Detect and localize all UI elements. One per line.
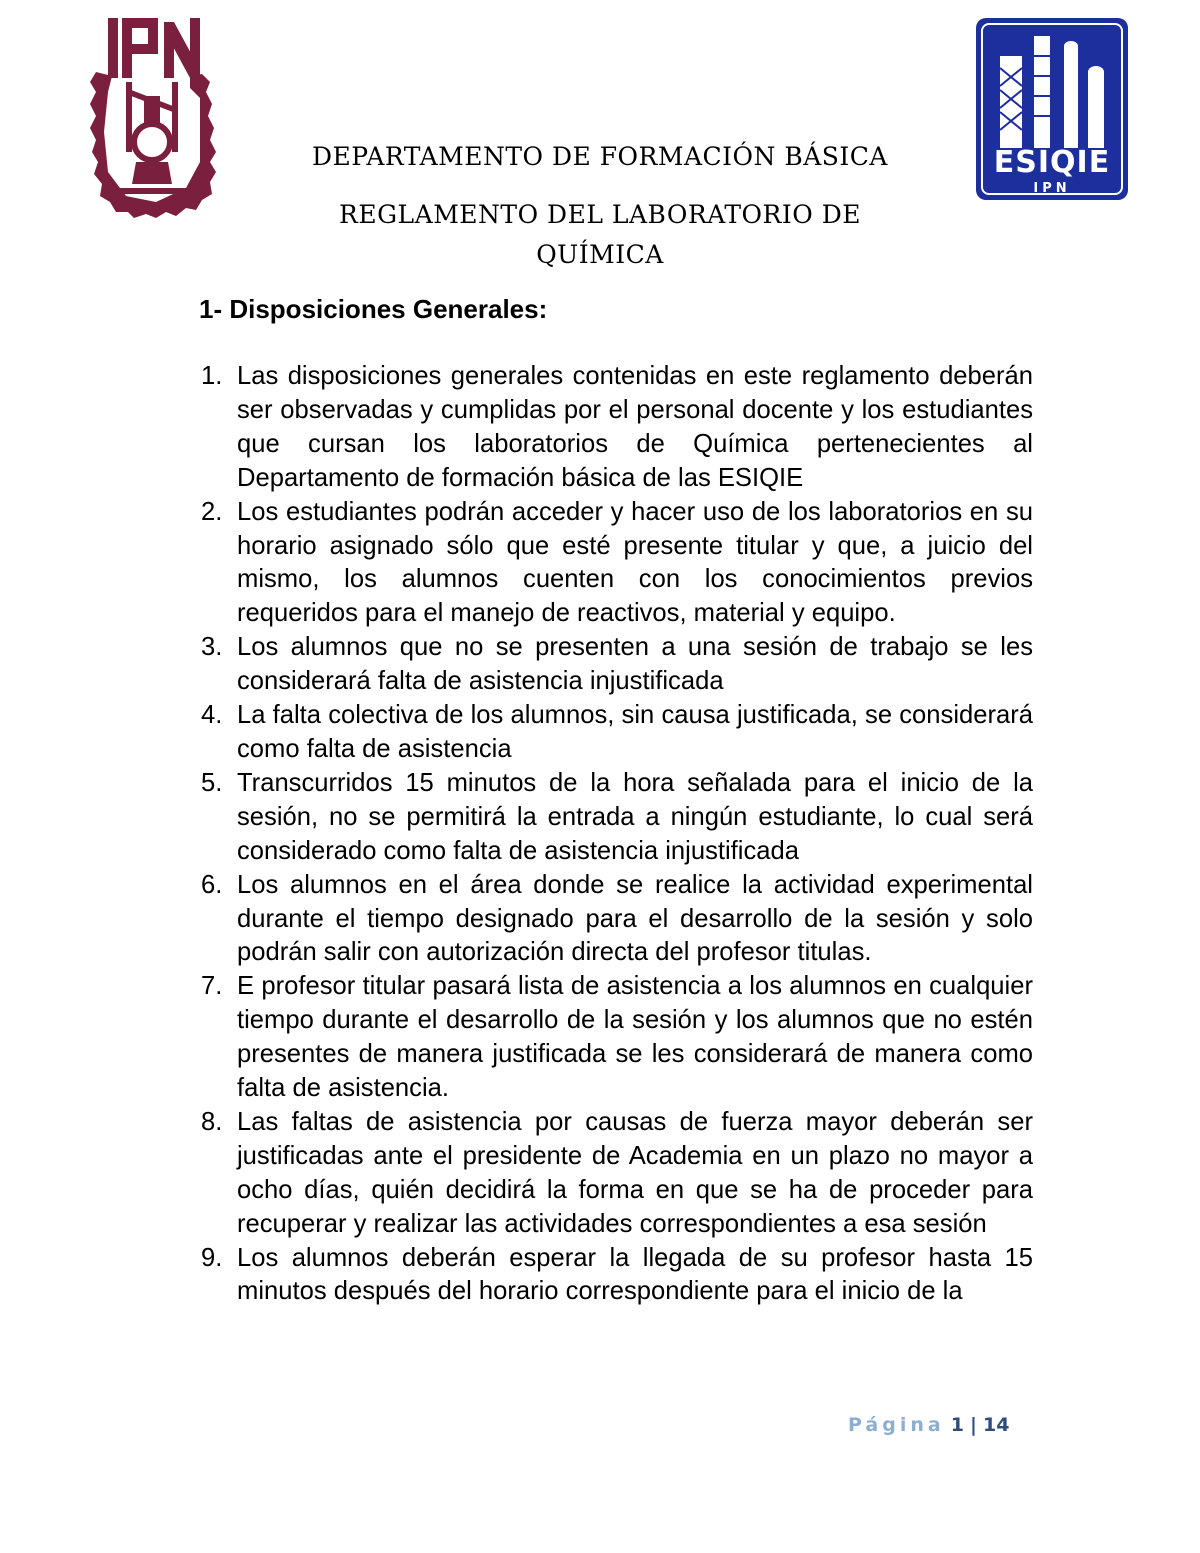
rules-list bbox=[195, 360, 1033, 1309]
page-label: Página bbox=[848, 1414, 945, 1436]
rule-item bbox=[195, 496, 1033, 632]
rule-text: Los alumnos que no se presenten a una sesión de trabajo se les considerará falta de asistencia injustificada bbox=[237, 633, 1033, 696]
rule-number: 7. bbox=[201, 972, 223, 1001]
rule-text: Los alumnos en el área donde se realice la actividad experimental durante el tiempo designado para el desarrollo de la sesión y solo podrán salir con autorización directa del profesor titulas. bbox=[237, 870, 1033, 967]
ipn-logo bbox=[86, 12, 218, 222]
rule-text: E profesor titular pasará lista de asistencia a los alumnos en cualquier tiempo durante el desarrollo de la sesión y los alumnos que no estén presentes de manera justificada se les considerará de manera como falta de asistencia. bbox=[237, 972, 1033, 1103]
esiqie-logo bbox=[974, 16, 1130, 202]
ipn-logo-icon bbox=[86, 12, 218, 222]
page-footer bbox=[848, 1414, 1009, 1436]
esiqie-logo-text: ESIQIE bbox=[993, 145, 1111, 180]
esiqie-logo-icon bbox=[974, 16, 1130, 202]
rule-item bbox=[195, 631, 1033, 699]
rule-item bbox=[195, 970, 1033, 1106]
rule-number: 6. bbox=[201, 870, 223, 899]
page-separator: | bbox=[970, 1414, 977, 1436]
department-heading: DEPARTAMENTO DE FORMACIÓN BÁSICA bbox=[312, 142, 888, 171]
rule-item bbox=[195, 1106, 1033, 1242]
rule-item bbox=[195, 699, 1033, 767]
rule-text: Las faltas de asistencia por causas de fuerza mayor deberán ser justificadas ante el presidente de Academia en un plazo no mayor a ocho días, quién decidirá la forma en que se ha de proceder para recuperar y realizar las actividades correspondientes a esa sesión bbox=[237, 1107, 1033, 1238]
rule-item bbox=[195, 1242, 1033, 1310]
rule-item bbox=[195, 767, 1033, 869]
rule-number: 4. bbox=[201, 701, 223, 730]
rule-item bbox=[195, 360, 1033, 496]
rule-text: La falta colectiva de los alumnos, sin causa justificada, se considerará como falta de asistencia bbox=[237, 701, 1033, 763]
regulation-title-line1: REGLAMENTO DEL LABORATORIO DE bbox=[339, 200, 861, 229]
rule-number: 5. bbox=[201, 768, 223, 797]
rule-number: 8. bbox=[201, 1107, 223, 1136]
rule-number: 3. bbox=[201, 633, 223, 662]
page-number: 1 bbox=[950, 1414, 964, 1436]
rule-text: Transcurridos 15 minutos de la hora señalada para el inicio de la sesión, no se permitirá la entrada a ningún estudiante, lo cual será considerado como falta de asistencia injustificada bbox=[237, 768, 1033, 865]
rule-text: Los estudiantes podrán acceder y hacer uso de los laboratorios en su horario asignado sólo que esté presente titular y que, a juicio del mismo, los alumnos cuenten con los conocimientos previos requeridos para el manejo de reactivos, material y equipo. bbox=[237, 497, 1033, 628]
rule-text: Las disposiciones generales contenidas en este reglamento deberán ser observadas y cumplidas por el personal docente y los estudiantes que cursan los laboratorios de Química pertenecientes al Departamento de formación básica de las ESIQIE bbox=[237, 362, 1033, 492]
rule-item bbox=[195, 869, 1033, 971]
rule-number: 2. bbox=[201, 497, 223, 526]
page-total: 14 bbox=[983, 1414, 1010, 1436]
section-title: 1- Disposiciones Generales: bbox=[199, 294, 548, 324]
rule-number: 9. bbox=[201, 1243, 223, 1272]
rule-text: Los alumnos deberán esperar la llegada de su profesor hasta 15 minutos después del horario correspondiente para el inicio de la bbox=[237, 1243, 1033, 1306]
regulation-title-line2: QUÍMICA bbox=[536, 240, 664, 269]
esiqie-logo-subtext: IPN bbox=[1033, 181, 1071, 196]
rule-number: 1. bbox=[201, 362, 223, 390]
